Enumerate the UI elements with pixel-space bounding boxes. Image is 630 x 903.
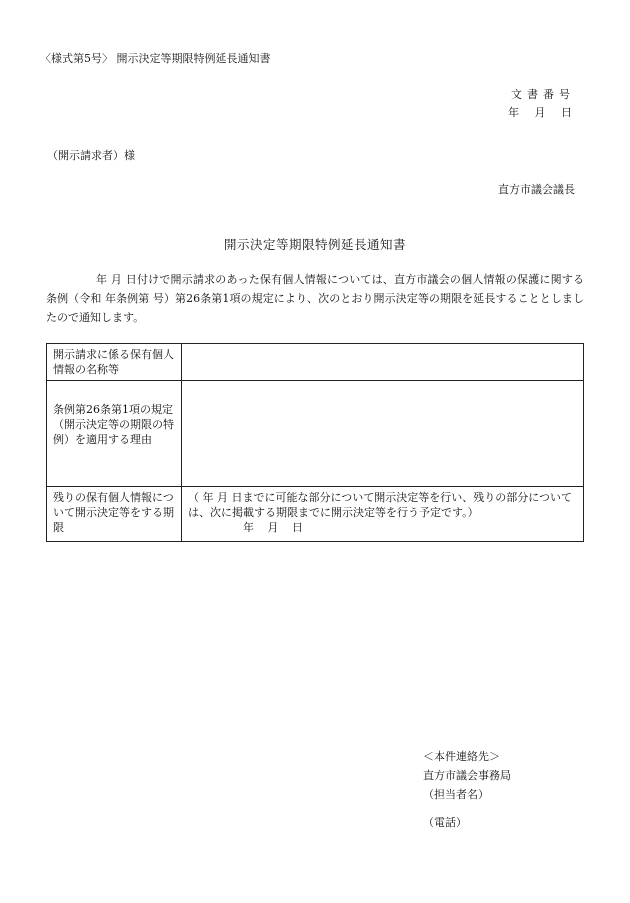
row-value-deadline-date: 年 月 日 xyxy=(243,521,305,534)
sender-line: 直方市議会議長 xyxy=(498,183,575,196)
contact-phone: （電話） xyxy=(423,816,467,829)
row-label-deadline: 残りの保有個人情報について開示決定等をする期限 xyxy=(47,487,182,542)
row-value-info-name xyxy=(182,344,584,381)
row-label-reason: 条例第26条第1項の規定（開示決定等の期限の特例）を適用する理由 xyxy=(53,403,174,446)
row-value-deadline-text: （ 年 月 日までに可能な部分について開示決定等を行い、残りの部分については、次に掲載する期限までに開示決定等を行う予定です。） xyxy=(188,491,573,519)
detail-table xyxy=(46,343,584,542)
recipient-line: （開示請求者）様 xyxy=(47,149,135,162)
table-row xyxy=(47,344,584,381)
contact-office: 直方市議会事務局 xyxy=(423,769,511,782)
table-row xyxy=(47,381,584,487)
document-date-label: 年 月 日 xyxy=(508,106,575,119)
contact-person: （担当者名） xyxy=(423,788,489,801)
row-label-info-name: 開示請求に係る保有個人情報の名称等 xyxy=(47,344,182,381)
table-row xyxy=(47,487,584,542)
row-value-reason xyxy=(182,381,584,487)
document-number-label: 文書番号 xyxy=(511,88,575,101)
row-value-deadline-cell xyxy=(182,487,584,542)
row-label-reason-cell xyxy=(47,381,182,487)
contact-heading: ＜本件連絡先＞ xyxy=(423,750,500,763)
document-title: 開示決定等期限特例延長通知書 xyxy=(223,237,406,252)
form-number-label: 〈様式第5号〉 開示決定等期限特例延長通知書 xyxy=(40,52,271,65)
contact-block xyxy=(423,747,511,832)
notice-body-text: 年 月 日付けで開示請求のあった保有個人情報については、直方市議会の個人情報の保護に関する条例（令和 年条例第 号）第26条第1項の規定により、次のとおり開示決定等の期限を延長することとしましたので通知します。 xyxy=(46,273,584,324)
